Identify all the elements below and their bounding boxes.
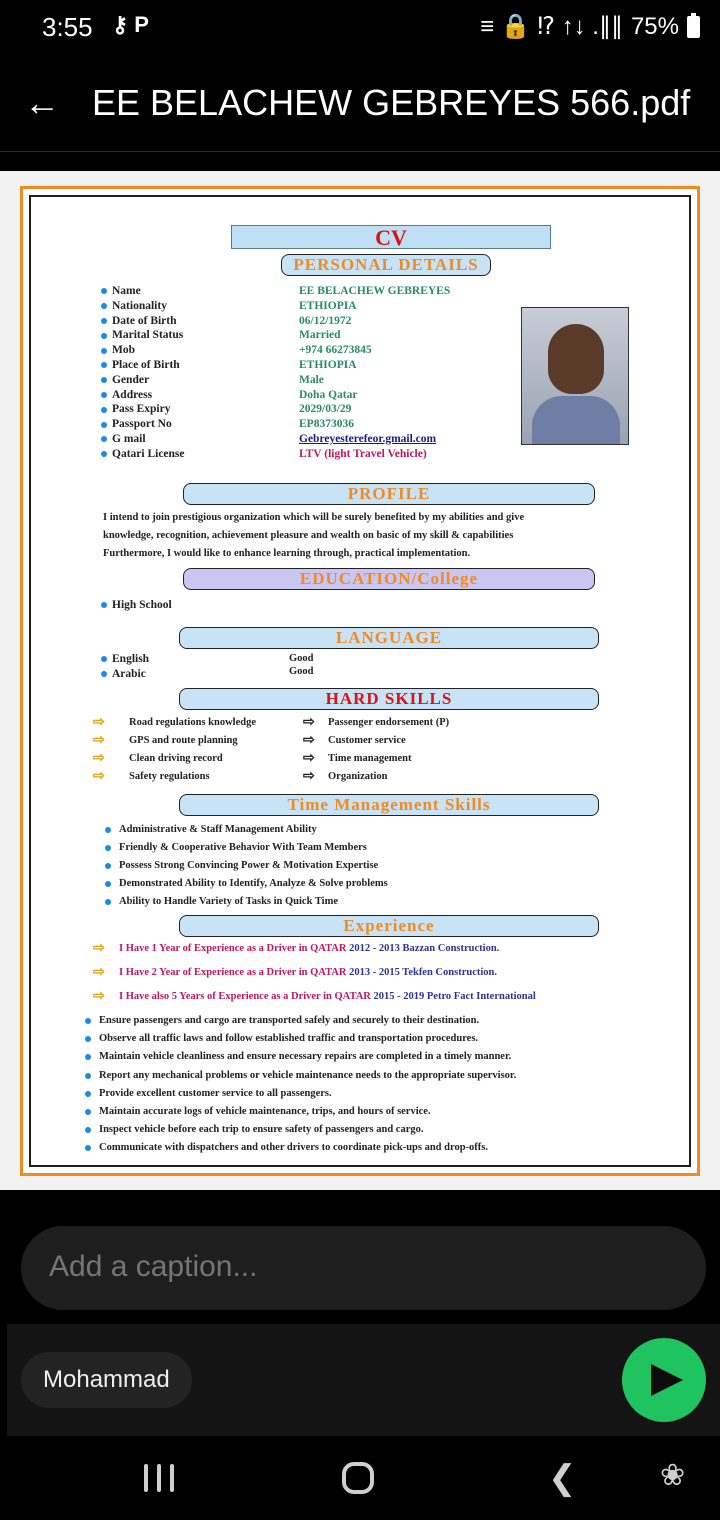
education-item: High School bbox=[101, 599, 172, 611]
bullet-icon bbox=[105, 881, 111, 887]
profile-line-2: knowledge, recognition, achievement pleasure and wealth on basic of my skill & capabilities bbox=[103, 530, 514, 541]
bullet-icon bbox=[85, 1073, 91, 1079]
language-arabic: Arabic bbox=[101, 668, 146, 680]
personal-value: 06/12/1972 bbox=[299, 314, 352, 327]
profile-line-3: Furthermore, I would like to enhance learning through, practical implementation. bbox=[103, 548, 471, 559]
duty-item: Provide excellent customer service to all passengers. bbox=[99, 1087, 332, 1099]
experience-item bbox=[119, 943, 499, 954]
experience-item bbox=[119, 967, 497, 978]
hard-skill-right: Time management bbox=[328, 753, 412, 764]
duty-item: Observe all traffic laws and follow established traffic and transportation procedures. bbox=[99, 1033, 479, 1045]
arrow-icon: ⇨ bbox=[93, 941, 105, 956]
personal-value: EP8373036 bbox=[299, 418, 354, 431]
personal-label: Name bbox=[101, 285, 141, 297]
duty-item: Communicate with dispatchers and other drivers to coordinate pick-ups and drop-offs. bbox=[99, 1142, 489, 1154]
personal-value: LTV (light Travel Vehicle) bbox=[299, 447, 427, 460]
arrow-icon: ⇨ bbox=[93, 715, 105, 730]
personal-label: Address bbox=[101, 389, 152, 401]
experience-tail: 2013 - 2015 Tekfen Construction. bbox=[349, 967, 497, 978]
key-and-parking-icons: ⚷ P bbox=[112, 12, 149, 37]
bullet-icon bbox=[85, 1109, 91, 1115]
navigation-bar bbox=[0, 1436, 720, 1520]
language-english: English bbox=[101, 653, 149, 665]
caption-input[interactable] bbox=[49, 1250, 649, 1284]
hard-skill-right: Organization bbox=[328, 771, 388, 782]
time-management-item: Demonstrated Ability to Identify, Analyze & Solve problems bbox=[119, 878, 388, 889]
experience-lead: I Have also 5 Years of Experience as a Driver in QATAR bbox=[119, 991, 371, 1002]
profile-photo bbox=[521, 307, 629, 445]
language-english-level: Good bbox=[289, 653, 314, 664]
arrow-icon: ⇨ bbox=[93, 989, 105, 1004]
personal-value: EE BELACHEW GEBREYES bbox=[299, 285, 451, 297]
time-management-item: Administrative & Staff Management Ability bbox=[119, 824, 317, 835]
bullet-icon bbox=[85, 1054, 91, 1060]
hard-skill-left: Road regulations knowledge bbox=[129, 717, 256, 728]
language-arabic-level: Good bbox=[289, 666, 314, 677]
arrow-icon: ⇨ bbox=[93, 733, 105, 748]
personal-label: Passport No bbox=[101, 418, 172, 430]
personal-label: Pass Expiry bbox=[101, 403, 170, 415]
hard-skill-right: Passenger endorsement (P) bbox=[328, 717, 450, 728]
photo-face bbox=[548, 324, 604, 394]
bullet-icon bbox=[105, 899, 111, 905]
bullet-icon bbox=[105, 845, 111, 851]
nav-back-icon[interactable]: ❮ bbox=[548, 1459, 577, 1497]
caption-box[interactable] bbox=[21, 1226, 706, 1310]
personal-label: Place of Birth bbox=[101, 359, 180, 371]
personal-label: Nationality bbox=[101, 300, 167, 312]
accessibility-icon[interactable]: ❀ bbox=[660, 1459, 686, 1492]
send-button[interactable] bbox=[622, 1338, 706, 1422]
document-preview[interactable] bbox=[0, 171, 720, 1190]
app-bar bbox=[0, 56, 720, 152]
section-personal-details: PERSONAL DETAILS bbox=[281, 254, 491, 276]
personal-value: Gebreyesterefeor.gmail.com bbox=[299, 433, 437, 445]
recipient-chip[interactable]: Mohammad bbox=[21, 1352, 192, 1408]
section-profile: PROFILE bbox=[183, 483, 595, 505]
photo-shirt bbox=[532, 396, 620, 445]
time-management-item: Possess Strong Convincing Power & Motivation Expertise bbox=[119, 860, 379, 871]
bullet-icon bbox=[105, 863, 111, 869]
section-hard-skills: HARD SKILLS bbox=[179, 688, 599, 710]
personal-label: Mob bbox=[101, 344, 135, 356]
arrow-icon: ⇨ bbox=[93, 965, 105, 980]
document-title: EE BELACHEW GEBREYES 566.pdf bbox=[92, 82, 691, 123]
arrow-icon: ⇨ bbox=[93, 751, 105, 766]
hard-skill-left: Safety regulations bbox=[129, 771, 210, 782]
personal-value: Married bbox=[299, 329, 341, 342]
section-language: LANGUAGE bbox=[179, 627, 599, 649]
hard-skill-left: Clean driving record bbox=[129, 753, 223, 764]
personal-value: +974 66273845 bbox=[299, 344, 372, 357]
bullet-icon bbox=[85, 1018, 91, 1024]
hard-skill-right: Customer service bbox=[328, 735, 406, 746]
experience-lead: I Have 1 Year of Experience as a Driver in QATAR bbox=[119, 943, 347, 954]
recent-apps-icon[interactable] bbox=[144, 1464, 174, 1492]
bullet-icon bbox=[85, 1145, 91, 1151]
personal-value: 2029/03/29 bbox=[299, 403, 352, 416]
arrow-icon: ⇨ bbox=[303, 769, 315, 784]
arrow-icon: ⇨ bbox=[303, 715, 315, 730]
experience-tail: 2015 - 2019 Petro Fact International bbox=[373, 991, 536, 1002]
page-border bbox=[29, 195, 691, 1167]
personal-value: Doha Qatar bbox=[299, 388, 358, 401]
duty-item: Report any mechanical problems or vehicle maintenance needs to the appropriate supervisor. bbox=[99, 1069, 517, 1081]
pdf-page bbox=[20, 186, 700, 1176]
home-icon[interactable] bbox=[342, 1462, 374, 1494]
time-management-item: Ability to Handle Variety of Tasks in Quick Time bbox=[119, 896, 338, 907]
personal-label: G mail bbox=[101, 433, 146, 445]
status-time: 3:55 bbox=[42, 12, 93, 42]
experience-tail: 2012 - 2013 Bazzan Construction. bbox=[349, 943, 500, 954]
bullet-icon bbox=[85, 1036, 91, 1042]
duty-item: Inspect vehicle before each trip to ensure safety of passengers and cargo. bbox=[99, 1124, 424, 1136]
personal-label: Date of Birth bbox=[101, 315, 177, 327]
cv-title: CV bbox=[231, 225, 551, 249]
section-education: EDUCATION/College bbox=[183, 568, 595, 590]
duty-item: Ensure passengers and cargo are transported safely and securely to their destination. bbox=[99, 1015, 480, 1026]
experience-lead: I Have 2 Year of Experience as a Driver in QATAR bbox=[119, 967, 347, 978]
personal-value: ETHIOPIA bbox=[299, 299, 357, 312]
personal-label: Gender bbox=[101, 374, 149, 386]
bullet-icon bbox=[85, 1091, 91, 1097]
profile-line-1: I intend to join prestigious organization which will be surely benefited by my abilities and give bbox=[103, 512, 525, 523]
recipient-bar bbox=[7, 1324, 720, 1436]
arrow-icon: ⇨ bbox=[93, 769, 105, 784]
battery-percent: 75% bbox=[630, 12, 679, 40]
arrow-icon: ⇨ bbox=[303, 733, 315, 748]
personal-value: ETHIOPIA bbox=[299, 359, 357, 371]
personal-label: Marital Status bbox=[101, 329, 183, 341]
duty-item: Maintain accurate logs of vehicle maintenance, trips, and hours of service. bbox=[99, 1106, 431, 1117]
personal-value: Male bbox=[299, 373, 324, 386]
hard-skill-left: GPS and route planning bbox=[129, 735, 238, 746]
section-experience: Experience bbox=[179, 915, 599, 937]
arrow-icon: ⇨ bbox=[303, 751, 315, 766]
battery-icon bbox=[687, 16, 700, 38]
back-arrow-icon[interactable]: ← bbox=[24, 82, 60, 123]
section-time-management: Time Management Skills bbox=[179, 794, 599, 816]
experience-item bbox=[119, 991, 536, 1002]
bullet-icon bbox=[105, 827, 111, 833]
bullet-icon bbox=[85, 1127, 91, 1133]
duty-item: Maintain vehicle cleanliness and ensure necessary repairs are completed in a timely manner. bbox=[99, 1051, 512, 1063]
status-right-icons bbox=[480, 12, 700, 41]
personal-label: Qatari License bbox=[101, 448, 185, 460]
divider bbox=[0, 151, 720, 152]
send-icon bbox=[651, 1364, 683, 1396]
status-bar bbox=[0, 0, 720, 56]
time-management-item: Friendly & Cooperative Behavior With Team Members bbox=[119, 842, 367, 853]
signal-icons: ≡ 🔒 ⁉ ↑↓ .∥∥ bbox=[480, 13, 623, 40]
